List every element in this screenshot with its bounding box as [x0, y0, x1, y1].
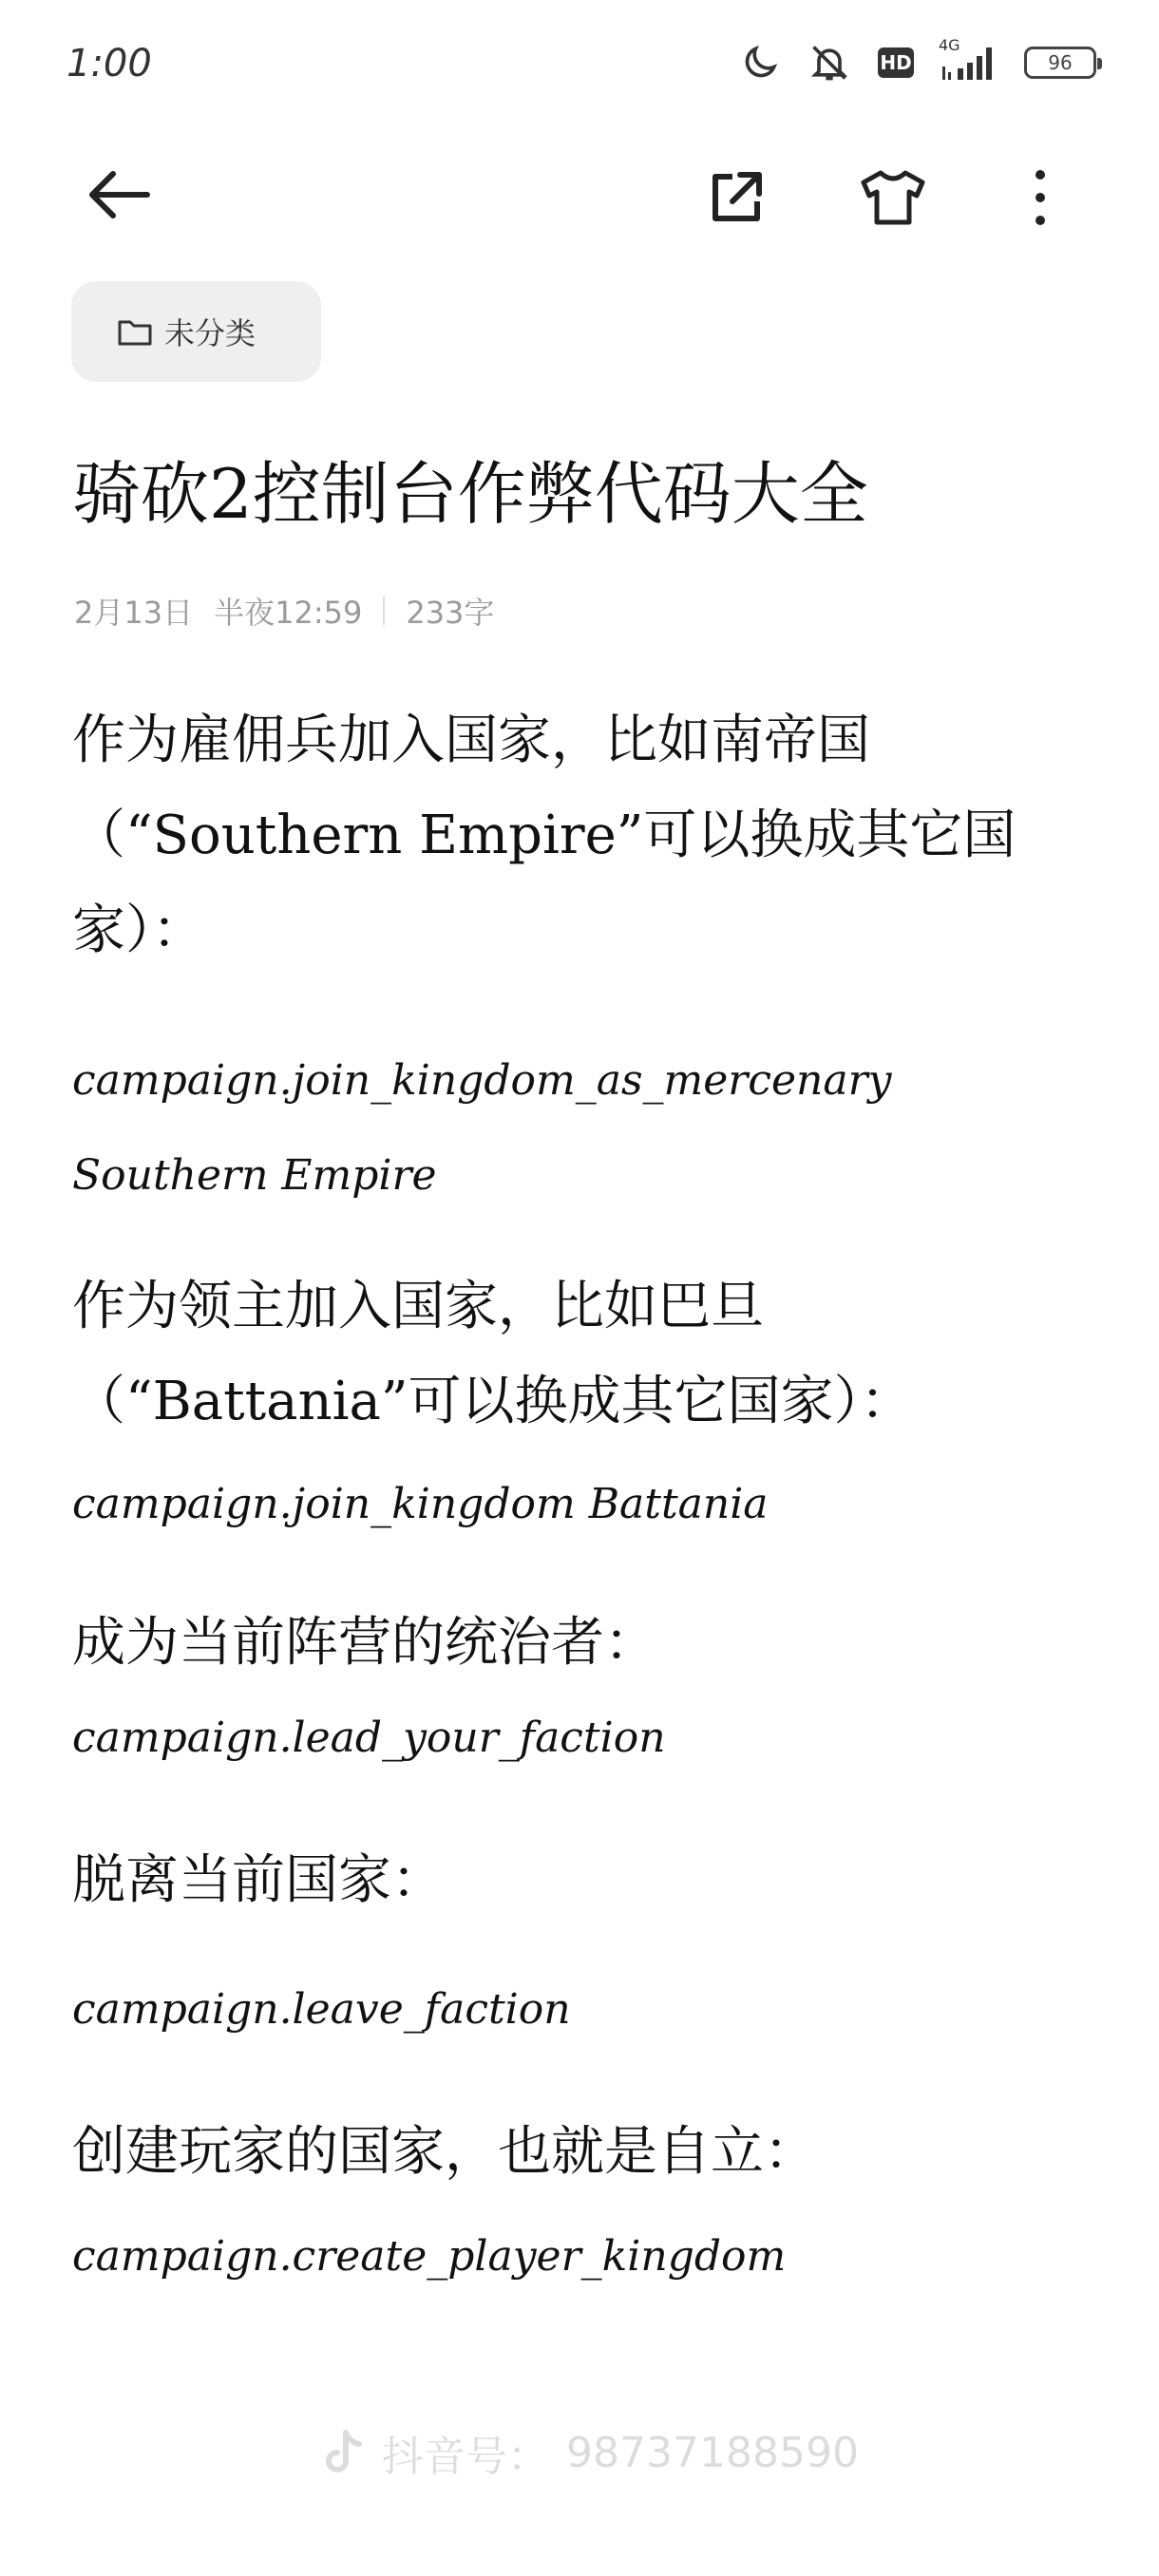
- category-chip[interactable]: [71, 281, 321, 382]
- watermark-id: 98737188590: [566, 2428, 859, 2477]
- folder-icon: [117, 316, 153, 347]
- category-label: 未分类: [164, 315, 256, 351]
- status-icons: [739, 36, 1096, 84]
- hd-badge: HD: [878, 47, 914, 78]
- status-time: 1:00: [66, 42, 152, 85]
- meta-divider: [383, 597, 385, 625]
- word-count: 233字: [406, 595, 495, 631]
- paragraph-create-kingdom[interactable]: 创建玩家的国家，也就是自立：: [72, 2121, 817, 2183]
- theme-button[interactable]: [846, 160, 940, 236]
- code-lead-faction[interactable]: campaign.lead_your_faction: [72, 1714, 666, 1762]
- muted-bell-icon: [806, 42, 853, 84]
- paragraph-leave[interactable]: 脱离当前国家：: [72, 1849, 445, 1911]
- paragraph-vassal[interactable]: 作为领主加入国家，比如巴旦（“Battania”可以换成其它国家）：: [72, 1276, 914, 1432]
- battery-level: 96: [1048, 51, 1073, 74]
- code-join-kingdom[interactable]: campaign.join_kingdom Battania: [72, 1480, 769, 1528]
- tiktok-logo-icon: [323, 2429, 365, 2476]
- share-button[interactable]: [694, 160, 779, 236]
- shirt-icon: [858, 167, 928, 228]
- battery-indicator: [1024, 47, 1096, 79]
- paragraph-mercenary[interactable]: 作为雇佣兵加入国家，比如南帝国（“Southern Empire”可以换成其它国家）：: [72, 710, 1016, 961]
- network-type: 4G: [939, 36, 960, 54]
- back-arrow-icon: [85, 168, 153, 221]
- watermark: [323, 2422, 859, 2483]
- paragraph-ruler[interactable]: 成为当前阵营的统治者：: [72, 1612, 657, 1674]
- code-leave-faction[interactable]: campaign.leave_faction: [72, 1985, 571, 2034]
- note-meta: [74, 589, 494, 633]
- more-options-button[interactable]: [1007, 160, 1074, 236]
- share-icon: [706, 167, 767, 228]
- back-button[interactable]: [76, 161, 162, 228]
- more-vert-icon: [1033, 167, 1048, 228]
- signal-indicator: [939, 36, 999, 82]
- code-join-mercenary[interactable]: campaign.join_kingdom_as_mercenary Southern Empire: [72, 1056, 892, 1200]
- watermark-label: 抖音号：: [382, 2433, 549, 2481]
- note-title[interactable]: 骑砍2控制台作弊代码大全: [72, 454, 868, 534]
- moon-icon: [739, 42, 781, 84]
- note-date: 2月13日: [74, 595, 194, 631]
- note-time: 半夜12:59: [214, 595, 363, 631]
- code-create-kingdom[interactable]: campaign.create_player_kingdom: [72, 2232, 787, 2281]
